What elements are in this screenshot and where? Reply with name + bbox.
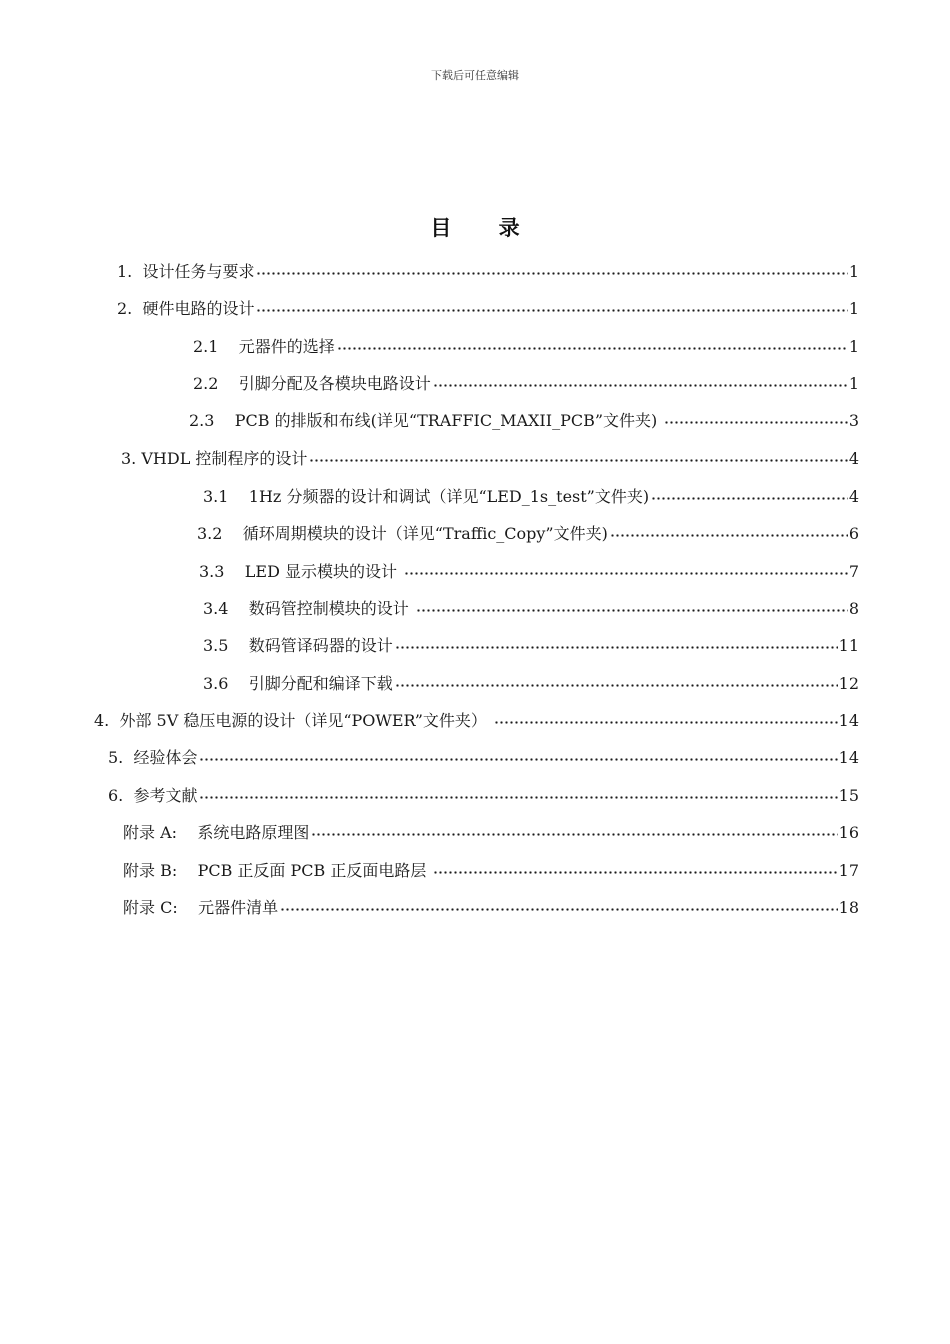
toc-entry-label: 附录 B: PCB 正反面 PCB 正反面电路层 xyxy=(123,861,432,880)
toc-page-number: 18 xyxy=(838,898,859,917)
toc-entry-label: 5. 经验体会 xyxy=(108,748,198,767)
dot-leader xyxy=(651,495,848,502)
toc-entry-label: 2.2 引脚分配及各模块电路设计 xyxy=(193,374,431,393)
toc-entry[interactable] xyxy=(117,296,859,320)
toc-page-number: 4 xyxy=(848,487,859,506)
toc-page-number: 1 xyxy=(848,299,859,318)
dot-leader xyxy=(337,345,848,352)
toc-entry-label: 3.4 数码管控制模块的设计 xyxy=(203,599,414,618)
dot-leader xyxy=(311,831,837,838)
dot-leader xyxy=(395,644,838,651)
toc-page-number: 11 xyxy=(838,636,859,655)
dot-leader xyxy=(395,682,838,689)
toc-page-number: 14 xyxy=(838,748,859,767)
toc-entry[interactable] xyxy=(189,408,859,432)
dot-leader xyxy=(309,457,847,464)
dot-leader xyxy=(256,270,847,277)
dot-leader xyxy=(280,906,838,913)
toc-page-number: 1 xyxy=(848,262,859,281)
toc-page-number: 3 xyxy=(848,411,859,430)
toc-entry[interactable] xyxy=(203,596,859,620)
toc-entry-label: 3. VHDL 控制程序的设计 xyxy=(121,449,308,468)
toc-entry[interactable] xyxy=(117,259,859,283)
dot-leader xyxy=(256,307,847,314)
toc-entry-label: 3.1 1Hz 分频器的设计和调试（详见“LED_1s_test”文件夹) xyxy=(203,487,650,506)
dot-leader xyxy=(199,756,837,763)
toc-entry-label: 附录 C: 元器件清单 xyxy=(123,898,279,917)
toc-entry[interactable] xyxy=(121,446,859,470)
dot-leader xyxy=(416,607,848,614)
toc-entry[interactable] xyxy=(193,334,859,358)
toc-page-number: 16 xyxy=(838,823,859,842)
toc-entry-label: 1. 设计任务与要求 xyxy=(117,262,255,281)
toc-entry[interactable] xyxy=(123,820,859,844)
toc-page-number: 1 xyxy=(848,374,859,393)
toc-entry-label: 3.5 数码管译码器的设计 xyxy=(203,636,393,655)
toc-entry-label: 3.2 循环周期模块的设计（详见“Traffic_Copy”文件夹) xyxy=(197,524,608,543)
toc-entry[interactable] xyxy=(197,521,859,545)
toc-page-number: 4 xyxy=(848,449,859,468)
toc-entry[interactable] xyxy=(203,671,859,695)
toc-entry[interactable] xyxy=(123,858,859,882)
toc-entry-label: 2.1 元器件的选择 xyxy=(193,337,335,356)
toc-entry-label: 3.3 LED 显示模块的设计 xyxy=(199,562,403,581)
dot-leader xyxy=(610,532,848,539)
toc-page-number: 8 xyxy=(848,599,859,618)
toc-page-number: 12 xyxy=(838,674,859,693)
dot-leader xyxy=(494,719,838,726)
dot-leader xyxy=(433,869,837,876)
toc-title: 目 录 xyxy=(430,216,540,240)
toc-entry[interactable] xyxy=(203,484,859,508)
toc-page-number: 1 xyxy=(848,337,859,356)
toc-entry-label: 4. 外部 5V 稳压电源的设计（详见“POWER”文件夹） xyxy=(94,711,492,730)
toc-entry[interactable] xyxy=(193,371,859,395)
toc-page-number: 14 xyxy=(838,711,859,730)
toc-page-number: 17 xyxy=(838,861,859,880)
toc-entry[interactable] xyxy=(94,708,859,732)
dot-leader xyxy=(433,382,848,389)
dot-leader xyxy=(404,570,848,577)
toc-entry[interactable] xyxy=(123,895,859,919)
toc-entry-label: 3.6 引脚分配和编译下载 xyxy=(203,674,393,693)
dot-leader xyxy=(199,794,837,801)
toc-page-number: 7 xyxy=(848,562,859,581)
toc-entry[interactable] xyxy=(108,783,859,807)
dot-leader xyxy=(664,419,847,426)
toc-entry-label: 附录 A: 系统电路原理图 xyxy=(123,823,310,842)
toc-entry-label: 2. 硬件电路的设计 xyxy=(117,299,255,318)
toc-entry[interactable] xyxy=(199,559,859,583)
toc-entry[interactable] xyxy=(108,745,859,769)
toc-entry-label: 2.3 PCB 的排版和布线(详见“TRAFFIC_MAXII_PCB”文件夹) xyxy=(189,411,663,430)
toc-page-number: 15 xyxy=(838,786,859,805)
toc-page-number: 6 xyxy=(848,524,859,543)
header-note: 下载后可任意编辑 xyxy=(431,69,519,82)
toc-entry-label: 6. 参考文献 xyxy=(108,786,198,805)
toc-entry[interactable] xyxy=(203,633,859,657)
